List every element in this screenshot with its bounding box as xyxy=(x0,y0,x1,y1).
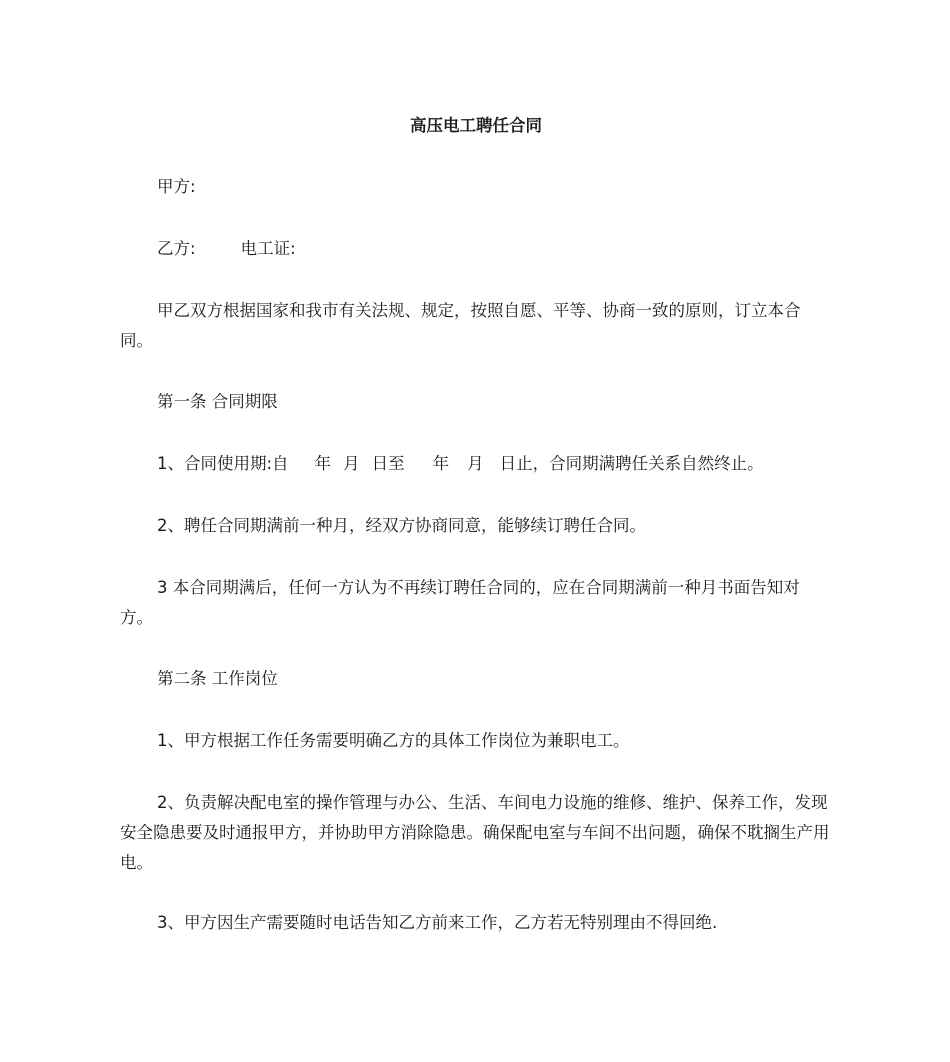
article2-heading: 第二条 工作岗位 xyxy=(157,669,278,688)
article2-clause2: 2、负责解决配电室的操作管理与办公、生活、车间电力设施的维修、维护、保养工作，发现安全隐患要及时通报甲方，并协助甲方消除隐患。确保配电室与车间不出问题，确保不耽搁生产用电。 xyxy=(120,793,830,872)
term-suffix: 日止，合同期满聘任关系自然终止。 xyxy=(499,454,764,473)
document-page xyxy=(120,0,832,1062)
party-b-label: 乙方: xyxy=(157,239,196,258)
party-a-label: 甲方: xyxy=(157,177,196,196)
term-year2: 年 xyxy=(432,454,450,473)
electrician-cert-label: 电工证: xyxy=(240,239,296,258)
article2-clause1: 1、甲方根据工作任务需要明确乙方的具体工作岗位为兼职电工。 xyxy=(157,731,630,750)
article1-clause2: 2、聘任合同期满前一种月，经双方协商同意，能够续订聘任合同。 xyxy=(157,516,646,535)
document-title: 高压电工聘任合同 xyxy=(410,116,542,135)
term-year1: 年 xyxy=(314,454,332,473)
term-day-to: 日至 xyxy=(371,454,405,473)
article1-clause1 xyxy=(120,449,832,479)
term-prefix: 1、合同使用期:自 xyxy=(157,454,289,473)
article1-clause3: 3 本合同期满后，任何一方认为不再续订聘任合同的，应在合同期满前一种月书面告知对方。 xyxy=(120,578,800,627)
intro-paragraph: 甲乙双方根据国家和我市有关法规、规定，按照自愿、平等、协商一致的原则，订立本合同。 xyxy=(120,301,801,350)
party-a-line xyxy=(120,172,832,202)
term-month2: 月 xyxy=(467,454,484,473)
party-b-line xyxy=(120,234,832,264)
article2-clause3: 3、甲方因生产需要随时电话告知乙方前来工作，乙方若无特别理由不得回绝. xyxy=(157,913,718,932)
term-month1: 月 xyxy=(343,454,360,473)
article1-heading: 第一条 合同期限 xyxy=(157,392,278,411)
